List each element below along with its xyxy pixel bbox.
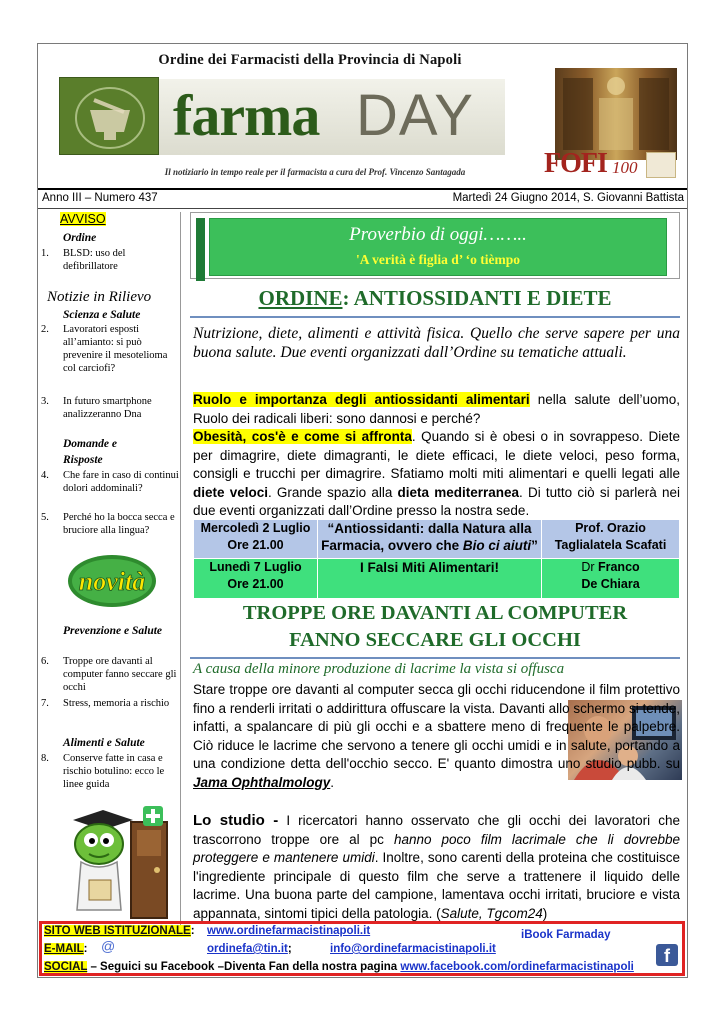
event-date: Lunedì 7 Luglio Ore 21.00 (194, 559, 318, 599)
article1-paragraph-1: Ruolo e importanza degli antiossidanti alimentari nella salute dell’uomo, Ruolo dei radicali liberi: sono dannosi e perché? (193, 392, 680, 426)
at-sign-icon: @ (101, 938, 116, 954)
article2-paragraph-2: Lo studio - I ricercatori hanno osservato che gli occhi dei lavoratori che trascorrono troppe ore al pc hanno poco film lacrimale che li dovrebbe proteggere e mantenere umidi. Inoltre, sono carenti della proteina che costituisce l'ingrediente principale di questo film che serve a trattenere il liquido delle lacrime. Una buona parte del campione, lamentava occhi irritati, bruciore e vista appannata, sintomi tipici della patologia. (Salute, Tgcom24) (193, 812, 680, 921)
sidebar-head-prevenzione: Prevenzione e Salute (63, 625, 163, 637)
facebook-icon[interactable]: f (656, 944, 678, 966)
issue-number: Anno III – Numero 437 (42, 192, 158, 204)
footer-email: E-MAIL: (44, 943, 88, 955)
sidebar-head-scienza: Scienza e Salute (63, 309, 141, 321)
article1-paragraph-2: Obesità, cos'è e come si affronta. Quando si è obesi o in sovrappeso. Diete per dimagrire, diete dimagranti, le diete efficaci, le diete veloci, peso forma, consigli e trucchi per dimagrire. Sfatiamo molti miti alimentari e quelli legati alle diete veloci. Grande spazio alla dieta mediterranea. Di tutto ciò si parlerà nei due eventi organizzati dall’Ordine presso la nostra sede. (193, 429, 680, 519)
sidebar-notizie-heading: Notizie in Rilievo (47, 289, 152, 305)
fofi-centenary: 100 (612, 158, 638, 177)
pharmacist-mascot-icon (53, 800, 173, 920)
article1-rule (190, 316, 680, 318)
sidebar-avviso[interactable]: AVVISO (60, 212, 106, 226)
facebook-page-link[interactable]: www.facebook.com/ordinefarmacistinapoli (400, 961, 634, 973)
issue-rule (38, 208, 687, 209)
event-title: “Antiossidanti: dalla Natura alla Farmacia, ovvero che Bio ci aiuti” (318, 520, 542, 559)
sidebar-head-alimenti: Alimenti e Salute (63, 737, 145, 749)
sidebar-index: AVVISO Ordine 1. BLSD: uso del defibrillatore Notizie in Rilievo Scienza e Salute 2. Lavoratori esposti all’amianto: si può prevenire il mesotelioma col carciofi? 3. In futuro smartphone analizzeranno Dna Domande e Risposte 4. Che fare in caso di continui dolori addominali? 5. Perché ho la bocca secca e bruciore alla lingua? Prevenzione e Salute 6. Troppe ore davanti al computer fanno seccare gli occhi 7. Stress, memoria a rischio Alimenti e Salute 8. Conserve fatte in casa e rischio botulino: ecco le linee guida (41, 212, 179, 790)
issue-date: Martedì 24 Giugno 2014, S. Giovanni Battista (452, 192, 684, 204)
article1-headline: ORDINE: ANTIOSSIDANTI E DIETE (258, 286, 612, 310)
fofi-logo: FOFI (544, 148, 607, 179)
event-row (194, 520, 680, 559)
event-row (194, 559, 680, 599)
proverb-accent-bar (196, 218, 205, 281)
email-link-2[interactable]: info@ordinefarmacistinapoli.it (330, 943, 496, 955)
article2-rule (190, 657, 680, 659)
event-speaker: Dr Franco De Chiara (542, 559, 680, 599)
event-title: I Falsi Miti Alimentari! (318, 559, 542, 599)
organization-title: Ordine dei Farmacisti della Provincia di Napoli (158, 52, 462, 68)
footer-social: SOCIAL – Seguici su Facebook –Diventa Fan della nostra pagina www.facebook.com/ordinefarmacistinapoli (44, 961, 634, 973)
website-link[interactable]: www.ordinefarmacistinapoli.it (207, 925, 371, 937)
fofi-seal-icon (646, 152, 676, 178)
title-farma: farma (173, 83, 320, 148)
proverb-title: Proverbio di oggi…….. (349, 224, 527, 245)
pharmacy-interior-photo (555, 68, 677, 160)
event-speaker: Prof. Orazio Taglialatela Scafati (542, 520, 680, 559)
article2-subheading: A causa della minore produzione di lacrime la vista si offusca (193, 661, 565, 677)
novita-text: novità (78, 567, 146, 596)
sidebar-head-ordine: Ordine (63, 232, 97, 244)
ibook-link[interactable]: iBook Farmaday (521, 929, 611, 941)
tagline: Il notiziario in tempo reale per il farmacista a cura del Prof. Vincenzo Santagada (164, 167, 466, 177)
proverb-text: 'A verità è figlia d’ ‘o tièmpo (356, 252, 520, 267)
mortar-logo-icon (59, 77, 159, 155)
novita-badge-icon (66, 553, 158, 609)
article2-paragraph-1: Stare troppe ore davanti al computer secca gli occhi riducendone il film protettivo fino a renderli irritati o addirittura offuscare la vista. Davanti allo schermo si tende, infatti, a spalancare di più gli occhi e a sbattere meno di frequente le palpebre. Ciò riduce le lacrime che servono a tenere gli occhi umidi e in salute, portando a una condizione detta dell'occhio secco. E' quanto dimostra uno studio pubb. su Jama Ophthalmology. (193, 682, 680, 790)
footer-sito: SITO WEB ISTITUZIONALE: (44, 925, 195, 937)
sidebar-head-domande: Domande e Risposte (63, 438, 117, 466)
title-day: DAY (356, 83, 474, 148)
header-rule (38, 188, 687, 190)
events-table (193, 519, 680, 599)
event-date: Mercoledì 2 Luglio Ore 21.00 (194, 520, 318, 559)
sidebar-divider (180, 212, 181, 925)
article1-lead: Nutrizione, diete, alimenti e attività fisica. Quello che serve sapere per una buona salute. Due eventi organizzati dall’Ordine su tematiche attuali. (193, 325, 680, 361)
email-link-1[interactable]: ordinefa@tin.it; (207, 943, 292, 955)
article2-headline: TROPPE ORE DAVANTI AL COMPUTER FANNO SECCARE GLI OCCHI (242, 602, 628, 651)
